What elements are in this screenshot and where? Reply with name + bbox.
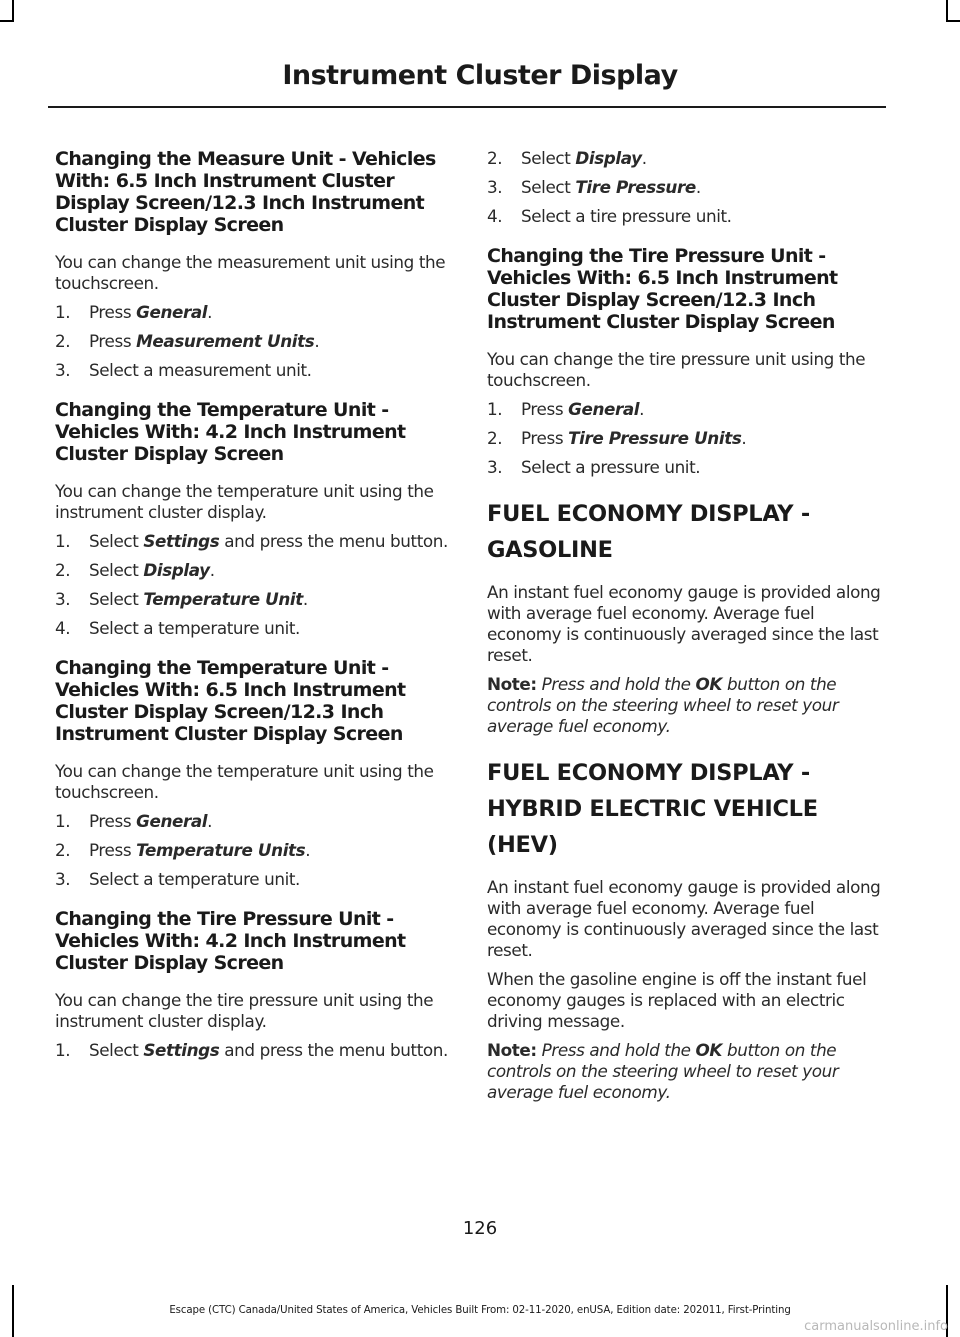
crop-mark — [946, 20, 960, 22]
note-label: Note: — [487, 1040, 537, 1060]
step-text: Press — [521, 399, 569, 419]
step-text: Select — [89, 589, 144, 609]
step-number: 3. — [487, 177, 503, 197]
section-tire-pressure-unit-touchscreen — [487, 245, 882, 478]
header-divider — [48, 106, 886, 108]
crop-mark — [12, 0, 14, 22]
step-number: 2. — [55, 560, 71, 580]
note-label: Note: — [487, 674, 537, 694]
step-term: General — [136, 811, 208, 831]
page-number: 126 — [462, 1218, 498, 1239]
step-number: 2. — [487, 148, 503, 168]
note-text: Press and hold the — [536, 674, 696, 694]
section-intro: You can change the tire pressure unit using the instrument cluster display. — [55, 990, 434, 1031]
step-text: Select a tire pressure unit. — [521, 206, 732, 226]
crop-mark — [946, 0, 948, 22]
step-term: Measurement Units — [136, 331, 315, 351]
step-term: General — [136, 302, 208, 322]
step-item — [55, 1040, 450, 1061]
step-text: . — [207, 302, 213, 322]
section-title: FUEL ECONOMY DISPLAY - GASOLINE — [487, 501, 810, 563]
step-text: . — [305, 840, 311, 860]
step-number: 1. — [55, 811, 71, 831]
step-text: Select — [89, 1040, 144, 1060]
section-fuel-economy-gasoline — [487, 496, 882, 737]
body-paragraph: An instant fuel economy gauge is provided along with average fuel economy. Average fuel economy is continuously averaged since the last reset. — [487, 877, 881, 960]
step-number: 2. — [487, 428, 503, 448]
step-item — [487, 457, 882, 478]
step-number: 1. — [487, 399, 503, 419]
step-text: . — [641, 148, 647, 168]
right-column — [487, 148, 882, 1111]
step-text: . — [209, 560, 215, 580]
section-tire-pressure-unit-cluster — [55, 908, 450, 1061]
step-list — [55, 531, 450, 639]
step-text: . — [302, 589, 308, 609]
step-number: 1. — [55, 531, 71, 551]
ok-button-ref: OK — [695, 1040, 723, 1060]
step-text: Press — [89, 840, 137, 860]
step-term: Temperature Units — [136, 840, 306, 860]
step-number: 4. — [487, 206, 503, 226]
step-item — [487, 148, 882, 169]
step-item — [55, 302, 450, 323]
section-measure-unit-touchscreen — [55, 148, 450, 381]
section-heading: Changing the Tire Pressure Unit - Vehicles With: 4.2 Inch Instrument Cluster Display Screen — [55, 908, 406, 974]
step-term: Tire Pressure Units — [568, 428, 742, 448]
step-list — [55, 1040, 450, 1061]
page-title: Instrument Cluster Display — [282, 60, 678, 91]
step-term: Tire Pressure — [575, 177, 696, 197]
step-text: Select a temperature unit. — [89, 618, 300, 638]
step-item — [487, 206, 882, 227]
body-paragraph: An instant fuel economy gauge is provided along with average fuel economy. Average fuel economy is continuously averaged since the last reset. — [487, 582, 881, 665]
body-paragraph: When the gasoline engine is off the instant fuel economy gauges is replaced with an electric driving message. — [487, 969, 867, 1031]
section-title: FUEL ECONOMY DISPLAY - HYBRID ELECTRIC VEHICLE (HEV) — [487, 760, 818, 858]
note — [487, 674, 882, 737]
step-number: 3. — [55, 869, 71, 889]
note — [487, 1040, 882, 1103]
step-text: Select — [521, 177, 576, 197]
step-text: . — [207, 811, 213, 831]
step-item — [55, 840, 450, 861]
step-item — [487, 399, 882, 420]
section-heading: Changing the Temperature Unit - Vehicles With: 6.5 Inch Instrument Cluster Display Screen/12.3 Inch Instrument Cluster Display Screen — [55, 657, 406, 745]
step-number: 2. — [55, 331, 71, 351]
step-number: 1. — [55, 302, 71, 322]
section-intro: You can change the temperature unit using the instrument cluster display. — [55, 481, 434, 522]
section-heading: Changing the Tire Pressure Unit - Vehicles With: 6.5 Inch Instrument Cluster Display Screen/12.3 Inch Instrument Cluster Display Screen — [487, 245, 838, 333]
step-term: Display — [575, 148, 642, 168]
step-item — [487, 428, 882, 449]
step-number: 3. — [55, 360, 71, 380]
step-number: 4. — [55, 618, 71, 638]
step-text: Select a temperature unit. — [89, 869, 300, 889]
step-text: . — [314, 331, 320, 351]
step-term: Settings — [143, 531, 220, 551]
section-intro: You can change the temperature unit using the touchscreen. — [55, 761, 434, 802]
step-list-continued — [487, 148, 882, 227]
step-number: 3. — [487, 457, 503, 477]
note-text: button on the controls on the steering wheel to reset your average fuel economy. — [487, 1040, 839, 1102]
section-fuel-economy-hev — [487, 755, 882, 1103]
footer-text: Escape (CTC) Canada/United States of America, Vehicles Built From: 02-11-2020, enUSA, Edition date: 202011, First-Printing — [169, 1305, 791, 1316]
ok-button-ref: OK — [695, 674, 723, 694]
step-term: Settings — [143, 1040, 220, 1060]
step-text: Select — [89, 560, 144, 580]
section-heading: Changing the Temperature Unit - Vehicles With: 4.2 Inch Instrument Cluster Display Screen — [55, 399, 406, 465]
step-text: Select a pressure unit. — [521, 457, 701, 477]
step-item — [55, 869, 450, 890]
watermark: carmanualsonline.info — [804, 1319, 948, 1334]
step-item — [55, 560, 450, 581]
crop-mark — [0, 20, 14, 22]
step-term: Display — [143, 560, 210, 580]
step-item — [55, 360, 450, 381]
step-text: Select a measurement unit. — [89, 360, 312, 380]
step-list — [487, 399, 882, 478]
step-text: and press the menu button. — [219, 1040, 448, 1060]
step-list — [55, 302, 450, 381]
section-temperature-unit-cluster — [55, 399, 450, 639]
step-text: Press — [89, 302, 137, 322]
step-text: Press — [521, 428, 569, 448]
step-number: 2. — [55, 840, 71, 860]
step-text: . — [695, 177, 701, 197]
step-text: and press the menu button. — [219, 531, 448, 551]
step-term: Temperature Unit — [143, 589, 303, 609]
section-heading: Changing the Measure Unit - Vehicles With: 6.5 Inch Instrument Cluster Display Screen/12.3 Inch Instrument Cluster Display Screen — [55, 148, 436, 236]
step-term: General — [568, 399, 640, 419]
note-text: button on the controls on the steering wheel to reset your average fuel economy. — [487, 674, 839, 736]
left-column — [55, 148, 450, 1079]
section-intro: You can change the tire pressure unit using the touchscreen. — [487, 349, 866, 390]
step-text: . — [741, 428, 747, 448]
step-item — [55, 618, 450, 639]
step-number: 3. — [55, 589, 71, 609]
step-text: Press — [89, 331, 137, 351]
step-text: Select — [521, 148, 576, 168]
step-text: . — [639, 399, 645, 419]
step-text: Select — [89, 531, 144, 551]
step-item — [55, 589, 450, 610]
step-text: Press — [89, 811, 137, 831]
step-item — [55, 811, 450, 832]
step-item — [55, 531, 450, 552]
section-intro: You can change the measurement unit using the touchscreen. — [55, 252, 446, 293]
step-number: 1. — [55, 1040, 71, 1060]
section-temperature-unit-touchscreen — [55, 657, 450, 890]
note-text: Press and hold the — [536, 1040, 696, 1060]
step-item — [487, 177, 882, 198]
step-item — [55, 331, 450, 352]
step-list — [55, 811, 450, 890]
